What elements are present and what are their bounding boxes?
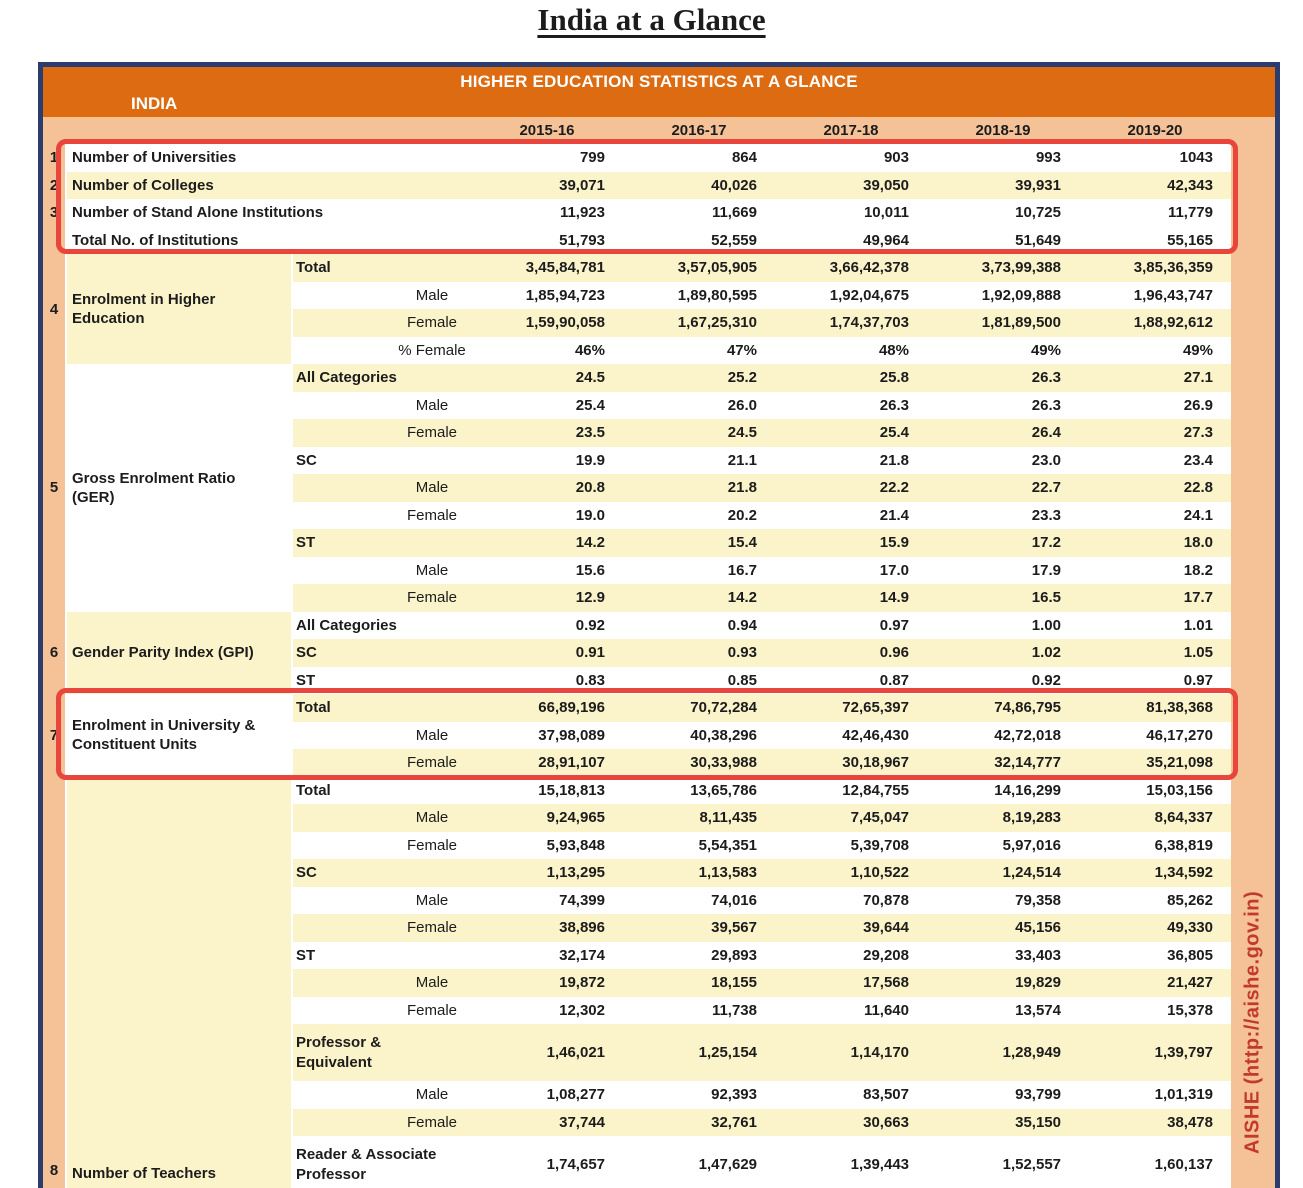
category-cell: ST [293,667,471,695]
value-cell: 39,071 [471,172,623,200]
table-row [43,777,1231,805]
table-row [43,502,1231,530]
value-cell: 38,478 [1079,1109,1231,1137]
value-cell: 46,17,270 [1079,722,1231,750]
table-row [43,969,1231,997]
value-cell: 1,10,522 [775,859,927,887]
table-row [43,942,1231,970]
value-cell: 1,60,137 [1079,1136,1231,1188]
value-cell: 18,155 [623,969,775,997]
value-cell: 49,964 [775,227,927,255]
category-cell: Reader & Associate Professor [293,1136,471,1188]
value-cell: 1.01 [1079,612,1231,640]
value-cell: 66,89,196 [471,694,623,722]
value-cell: 22.8 [1079,474,1231,502]
gender-cell: Female [293,832,471,860]
value-cell: 799 [471,144,623,172]
value-cell: 5,39,708 [775,832,927,860]
section-label-cell: Gender Parity Index (GPI) [67,612,293,695]
value-cell: 17.0 [775,557,927,585]
value-cell: 8,11,435 [623,804,775,832]
value-cell: 25.2 [623,364,775,392]
table-row [43,1109,1231,1137]
category-cell: SC [293,859,471,887]
statistics-table [38,62,1280,1188]
value-cell: 70,878 [775,887,927,915]
value-cell: 1,08,277 [471,1081,623,1109]
value-cell: 1,25,154 [623,1024,775,1081]
value-cell: 1,46,021 [471,1024,623,1081]
value-cell: 30,18,967 [775,749,927,777]
value-cell: 27.1 [1079,364,1231,392]
gender-cell: Female [293,1109,471,1137]
table-title: HIGHER EDUCATION STATISTICS AT A GLANCE [460,72,858,91]
value-cell: 33,403 [927,942,1079,970]
value-cell: 40,38,296 [623,722,775,750]
region-label: INDIA [131,94,178,113]
table-row [43,887,1231,915]
row-number-cell: 8 [43,777,67,1188]
value-cell: 1,74,657 [471,1136,623,1188]
value-cell: 3,66,42,378 [775,254,927,282]
value-cell: 14,16,299 [927,777,1079,805]
table-row [43,309,1231,337]
value-cell: 19.9 [471,447,623,475]
value-cell: 17.7 [1079,584,1231,612]
value-cell: 993 [927,144,1079,172]
section-label-cell: Gross Enrolment Ratio (GER) [67,364,293,612]
table-row [43,557,1231,585]
value-cell: 32,761 [623,1109,775,1137]
year-header-cell: 2017-18 [823,122,879,139]
value-cell: 0.96 [775,639,927,667]
value-cell: 24.5 [623,419,775,447]
value-cell: 23.3 [927,502,1079,530]
value-cell: 74,399 [471,887,623,915]
value-cell: 20.2 [623,502,775,530]
row-label-cell: Total No. of Institutions [67,227,471,255]
value-cell: 46% [471,337,623,365]
value-cell: 1,01,319 [1079,1081,1231,1109]
category-cell: Total [293,694,471,722]
value-cell: 1,24,514 [927,859,1079,887]
value-cell: 0.92 [927,667,1079,695]
value-cell: 26.3 [927,364,1079,392]
category-cell: ST [293,529,471,557]
value-cell: 47% [623,337,775,365]
value-cell: 51,649 [927,227,1079,255]
value-cell: 14.2 [623,584,775,612]
value-cell: 25.4 [471,392,623,420]
side-strip [1231,117,1275,1188]
section-label-cell: Enrolment in Higher Education [67,254,293,364]
table-row [43,859,1231,887]
value-cell: 11,640 [775,997,927,1025]
table-row [43,419,1231,447]
table-row [43,722,1231,750]
gender-cell: % Female [293,337,471,365]
value-cell: 26.9 [1079,392,1231,420]
value-cell: 3,85,36,359 [1079,254,1231,282]
value-cell: 23.4 [1079,447,1231,475]
category-cell: All Categories [293,612,471,640]
table-row [43,1024,1231,1081]
value-cell: 26.3 [927,392,1079,420]
table-row [43,254,1231,282]
value-cell: 0.92 [471,612,623,640]
value-cell: 38,896 [471,914,623,942]
value-cell: 864 [623,144,775,172]
gender-cell: Male [293,804,471,832]
section-label-cell: Number of Teachers [67,777,293,1188]
row-number-cell: 2 [43,172,67,200]
value-cell: 1,81,89,500 [927,309,1079,337]
value-cell: 17,568 [775,969,927,997]
value-cell: 74,016 [623,887,775,915]
value-cell: 40,026 [623,172,775,200]
value-cell: 22.7 [927,474,1079,502]
value-cell: 26.4 [927,419,1079,447]
value-cell: 37,98,089 [471,722,623,750]
value-cell: 1.00 [927,612,1079,640]
value-cell: 8,64,337 [1079,804,1231,832]
value-cell: 18.2 [1079,557,1231,585]
page-title [0,2,1303,38]
row-number-cell: 7 [43,694,67,777]
value-cell: 23.5 [471,419,623,447]
value-cell: 35,21,098 [1079,749,1231,777]
value-cell: 10,725 [927,199,1079,227]
value-cell: 51,793 [471,227,623,255]
value-cell: 21.4 [775,502,927,530]
gender-cell: Female [293,584,471,612]
value-cell: 15,03,156 [1079,777,1231,805]
value-cell: 39,050 [775,172,927,200]
value-cell: 9,24,965 [471,804,623,832]
row-number-cell: 3 [43,199,67,227]
value-cell: 13,574 [927,997,1079,1025]
value-cell: 30,663 [775,1109,927,1137]
table-row [43,282,1231,310]
gender-cell: Female [293,502,471,530]
value-cell: 15,378 [1079,997,1231,1025]
value-cell: 0.93 [623,639,775,667]
value-cell: 23.0 [927,447,1079,475]
value-cell: 12,84,755 [775,777,927,805]
row-label-cell: Number of Universities [67,144,471,172]
value-cell: 32,174 [471,942,623,970]
page-title-text: India at a Glance [537,2,766,37]
table-row [43,804,1231,832]
table-row [43,749,1231,777]
value-cell: 52,559 [623,227,775,255]
value-cell: 0.83 [471,667,623,695]
row-number-cell: 1 [43,144,67,172]
value-cell: 1,52,557 [927,1136,1079,1188]
table-row [43,447,1231,475]
category-cell: ST [293,942,471,970]
year-header-row [43,117,1275,144]
gender-cell: Male [293,474,471,502]
value-cell: 11,779 [1079,199,1231,227]
gender-cell: Male [293,282,471,310]
category-cell: Total [293,777,471,805]
table-row [43,144,1231,172]
value-cell: 10,011 [775,199,927,227]
value-cell: 7,45,047 [775,804,927,832]
value-cell: 15.6 [471,557,623,585]
value-cell: 1,13,583 [623,859,775,887]
value-cell: 12.9 [471,584,623,612]
gender-cell: Male [293,1081,471,1109]
value-cell: 81,38,368 [1079,694,1231,722]
table-row [43,997,1231,1025]
table-body [43,144,1231,1188]
gender-cell: Male [293,557,471,585]
value-cell: 39,644 [775,914,927,942]
value-cell: 13,65,786 [623,777,775,805]
value-cell: 24.5 [471,364,623,392]
gender-cell: Female [293,309,471,337]
value-cell: 26.3 [775,392,927,420]
section-label-cell: Enrolment in University & Constituent Units [67,694,293,777]
aishe-watermark: AISHE (http://aishe.gov.in) [1241,890,1264,1154]
table-row [43,914,1231,942]
value-cell: 45,156 [927,914,1079,942]
value-cell: 0.87 [775,667,927,695]
value-cell: 30,33,988 [623,749,775,777]
value-cell: 29,893 [623,942,775,970]
value-cell: 15.9 [775,529,927,557]
value-cell: 27.3 [1079,419,1231,447]
table-row [43,584,1231,612]
table-row [43,474,1231,502]
value-cell: 83,507 [775,1081,927,1109]
value-cell: 0.85 [623,667,775,695]
gender-cell: Male [293,722,471,750]
value-cell: 1,34,592 [1079,859,1231,887]
value-cell: 903 [775,144,927,172]
value-cell: 39,931 [927,172,1079,200]
value-cell: 24.1 [1079,502,1231,530]
table-row [43,667,1231,695]
value-cell: 19.0 [471,502,623,530]
value-cell: 17.2 [927,529,1079,557]
table-header-bar [43,67,1275,117]
value-cell: 92,393 [623,1081,775,1109]
value-cell: 16.5 [927,584,1079,612]
value-cell: 12,302 [471,997,623,1025]
value-cell: 1,88,92,612 [1079,309,1231,337]
value-cell: 48% [775,337,927,365]
value-cell: 17.9 [927,557,1079,585]
year-header-cell: 2016-17 [671,122,727,139]
value-cell: 42,343 [1079,172,1231,200]
value-cell: 11,923 [471,199,623,227]
value-cell: 8,19,283 [927,804,1079,832]
gender-cell: Female [293,914,471,942]
table-row [43,529,1231,557]
category-cell: Professor & Equivalent [293,1024,471,1081]
value-cell: 21,427 [1079,969,1231,997]
category-cell: SC [293,447,471,475]
value-cell: 79,358 [927,887,1079,915]
row-label-cell: Number of Colleges [67,172,471,200]
value-cell: 55,165 [1079,227,1231,255]
value-cell: 39,567 [623,914,775,942]
row-number-cell: 4 [43,254,67,364]
value-cell: 0.97 [1079,667,1231,695]
value-cell: 26.0 [623,392,775,420]
gender-cell: Male [293,969,471,997]
value-cell: 1,39,443 [775,1136,927,1188]
value-cell: 3,73,99,388 [927,254,1079,282]
value-cell: 1,67,25,310 [623,309,775,337]
value-cell: 5,54,351 [623,832,775,860]
value-cell: 1,13,295 [471,859,623,887]
year-header-cell: 2019-20 [1127,122,1183,139]
value-cell: 49% [927,337,1079,365]
value-cell: 16.7 [623,557,775,585]
row-label-cell: Number of Stand Alone Institutions [67,199,471,227]
value-cell: 70,72,284 [623,694,775,722]
table-row [43,694,1231,722]
value-cell: 29,208 [775,942,927,970]
value-cell: 37,744 [471,1109,623,1137]
value-cell: 3,45,84,781 [471,254,623,282]
year-header-cell: 2018-19 [975,122,1031,139]
value-cell: 21.1 [623,447,775,475]
value-cell: 15.4 [623,529,775,557]
row-number-cell: 6 [43,612,67,695]
value-cell: 6,38,819 [1079,832,1231,860]
value-cell: 49% [1079,337,1231,365]
value-cell: 5,93,848 [471,832,623,860]
value-cell: 85,262 [1079,887,1231,915]
value-cell: 49,330 [1079,914,1231,942]
value-cell: 1,14,170 [775,1024,927,1081]
value-cell: 1043 [1079,144,1231,172]
table-row [43,227,1231,255]
value-cell: 35,150 [927,1109,1079,1137]
value-cell: 1,59,90,058 [471,309,623,337]
table-row [43,639,1231,667]
value-cell: 14.9 [775,584,927,612]
value-cell: 19,872 [471,969,623,997]
value-cell: 22.2 [775,474,927,502]
value-cell: 1,39,797 [1079,1024,1231,1081]
table-row [43,364,1231,392]
table-row [43,1081,1231,1109]
table-row [43,612,1231,640]
table-row [43,337,1231,365]
value-cell: 25.8 [775,364,927,392]
value-cell: 1.02 [927,639,1079,667]
category-cell: Total [293,254,471,282]
table-row [43,1136,1231,1188]
value-cell: 1.05 [1079,639,1231,667]
value-cell: 36,805 [1079,942,1231,970]
value-cell: 1,89,80,595 [623,282,775,310]
value-cell: 42,46,430 [775,722,927,750]
value-cell: 20.8 [471,474,623,502]
table-row [43,172,1231,200]
value-cell: 0.91 [471,639,623,667]
value-cell: 0.94 [623,612,775,640]
value-cell: 28,91,107 [471,749,623,777]
gender-cell: Male [293,392,471,420]
value-cell: 74,86,795 [927,694,1079,722]
value-cell: 1,92,04,675 [775,282,927,310]
value-cell: 11,669 [623,199,775,227]
value-cell: 25.4 [775,419,927,447]
value-cell: 19,829 [927,969,1079,997]
year-header-cell: 2015-16 [519,122,575,139]
value-cell: 21.8 [775,447,927,475]
value-cell: 21.8 [623,474,775,502]
category-cell: All Categories [293,364,471,392]
value-cell: 42,72,018 [927,722,1079,750]
category-cell: SC [293,639,471,667]
value-cell: 93,799 [927,1081,1079,1109]
value-cell: 1,92,09,888 [927,282,1079,310]
value-cell: 72,65,397 [775,694,927,722]
value-cell: 1,96,43,747 [1079,282,1231,310]
value-cell: 11,738 [623,997,775,1025]
gender-cell: Female [293,997,471,1025]
value-cell: 14.2 [471,529,623,557]
table-row [43,832,1231,860]
value-cell: 15,18,813 [471,777,623,805]
value-cell: 32,14,777 [927,749,1079,777]
gender-cell: Male [293,887,471,915]
table-row [43,199,1231,227]
value-cell: 1,85,94,723 [471,282,623,310]
gender-cell: Female [293,749,471,777]
value-cell: 18.0 [1079,529,1231,557]
value-cell: 3,57,05,905 [623,254,775,282]
gender-cell: Female [293,419,471,447]
value-cell: 1,74,37,703 [775,309,927,337]
value-cell: 1,28,949 [927,1024,1079,1081]
value-cell: 0.97 [775,612,927,640]
value-cell: 1,47,629 [623,1136,775,1188]
table-row [43,392,1231,420]
row-number-cell: 5 [43,364,67,612]
value-cell: 5,97,016 [927,832,1079,860]
